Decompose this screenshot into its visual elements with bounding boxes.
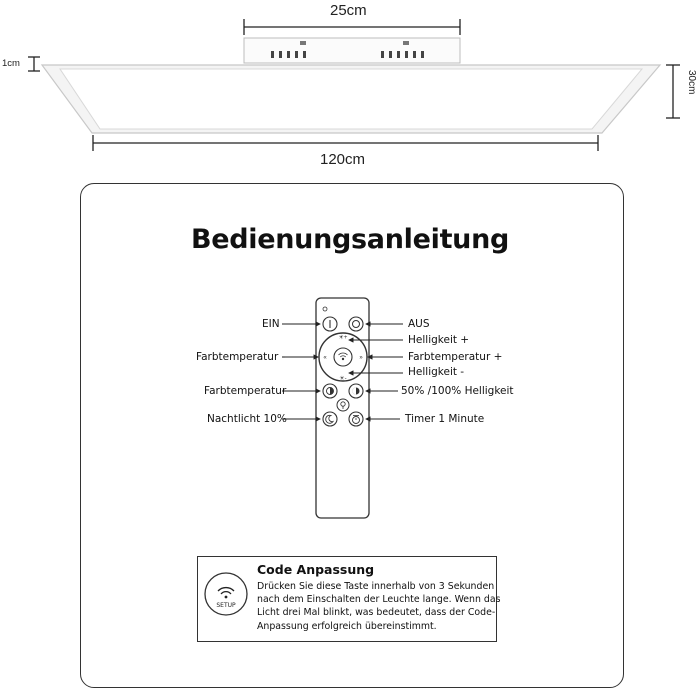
length-label: 120cm xyxy=(320,151,366,168)
wifi-setup-icon xyxy=(203,571,249,617)
code-line: Anpassung erfolgreich übereinstimmt. xyxy=(257,620,437,632)
led-panel-surface xyxy=(60,69,642,129)
label-helligkeit-plus: Helligkeit + xyxy=(408,334,470,346)
svg-text:«: « xyxy=(323,355,327,361)
label-timer: Timer 1 Minute xyxy=(405,413,485,425)
depth-label: 30cm xyxy=(686,70,697,95)
label-nachtlicht: Nachtlicht 10% xyxy=(207,413,287,425)
power-off-button xyxy=(349,317,363,331)
mounting-bracket xyxy=(244,38,460,63)
power-on-button xyxy=(323,317,337,331)
depth-dimension-line xyxy=(666,65,680,118)
remote-control-diagram xyxy=(0,290,700,530)
label-aus: AUS xyxy=(408,318,430,330)
night-light-button xyxy=(323,412,337,426)
svg-text:☀+: ☀+ xyxy=(338,335,348,341)
page-title: Bedienungsanleitung xyxy=(190,224,510,255)
code-pairing-box xyxy=(197,556,501,642)
length-dimension-line xyxy=(93,135,598,151)
code-line: Licht drei Mal blinkt, was bedeutet, dass der Code- xyxy=(257,607,496,619)
code-line: nach dem Einschalten der Leuchte lange. Wenn das xyxy=(257,594,501,606)
label-ein: EIN xyxy=(262,318,280,330)
svg-text:☀-: ☀- xyxy=(339,376,347,382)
code-line: Drücken Sie diese Taste innerhalb von 3 Sekunden xyxy=(257,581,495,592)
width-label: 25cm xyxy=(330,2,367,19)
code-description xyxy=(257,580,501,633)
label-farbtemperatur: Farbtemperatur xyxy=(204,385,287,397)
height-dimension-line xyxy=(28,57,40,71)
color-temperature-button xyxy=(323,384,337,398)
bulb-icon xyxy=(337,399,349,411)
brightness-toggle-button xyxy=(349,384,363,398)
label-farbtemperatur-plus: Farbtemperatur + xyxy=(408,351,503,363)
timer-button xyxy=(349,412,363,426)
label-helligkeit-50-100: 50% /100% Helligkeit xyxy=(401,385,514,397)
width-dimension-line xyxy=(244,19,460,35)
code-title: Code Anpassung xyxy=(257,562,375,577)
setup-icon-label: SETUP xyxy=(216,602,236,609)
label-farbtemperatur-minus: Farbtemperatur - xyxy=(196,351,286,363)
height-label: 1cm xyxy=(2,58,20,69)
svg-text:»: » xyxy=(359,355,363,361)
label-helligkeit-minus: Helligkeit - xyxy=(408,366,465,378)
